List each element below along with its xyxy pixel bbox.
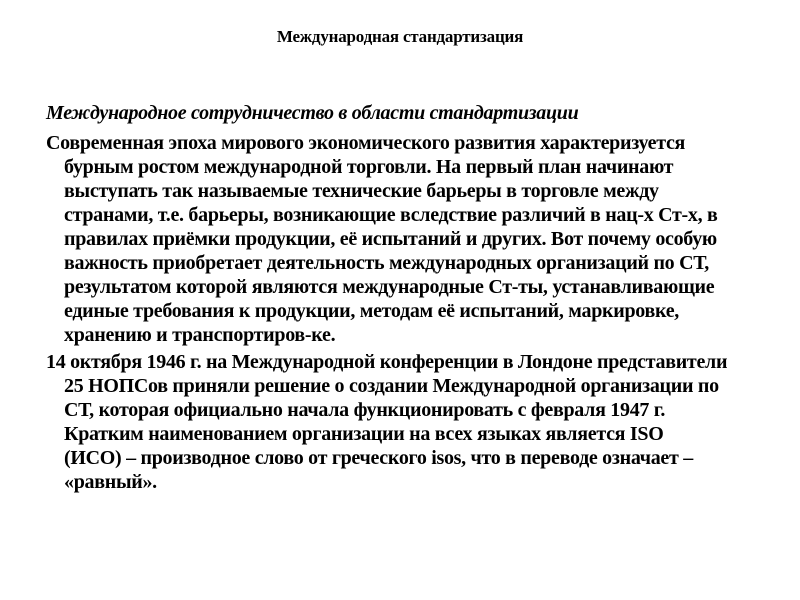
text-line: единые требования к продукции, методам её испытаний, маркировке, <box>64 300 679 322</box>
text-line: результатом которой являются международные Ст-ты, устанавливающие <box>64 276 715 298</box>
text-line: странами, т.е. барьеры, возникающие вследствие различий в нац-х Ст-х, в <box>64 204 718 226</box>
slide-title: Международная стандартизация <box>276 27 524 46</box>
paragraph <box>46 131 776 347</box>
text-line: СТ, которая официально начала функционировать с февраля 1947 г. <box>64 399 666 421</box>
text-line: бурным ростом международной торговли. На первый план начинают <box>64 156 674 178</box>
text-line: (ИСО) – производное слово от греческого isos, что в переводе означает – <box>64 447 693 469</box>
text-line: правилах приёмки продукции, её испытаний и других. Вот почему особую <box>64 228 717 250</box>
text-line: важность приобретает деятельность международных организаций по СТ, <box>64 252 709 274</box>
slide-subtitle: Международное сотрудничество в области стандартизации <box>46 102 579 124</box>
text-line: 14 октября 1946 г. на Международной конференции в Лондоне представители <box>46 351 728 373</box>
text-line: Кратким наименованием организации на всех языках является ISO <box>64 423 664 445</box>
text-line: «равный». <box>64 471 157 493</box>
slide-body <box>46 101 776 497</box>
text-line: Современная эпоха мирового экономического развития характеризуется <box>46 132 686 154</box>
paragraphs <box>46 131 776 494</box>
text-line: хранению и транспортиров-ке. <box>64 324 336 346</box>
text-line: 25 НОПСов приняли решение о создании Международной организации по <box>64 375 719 397</box>
paragraph <box>46 350 776 494</box>
text-line: выступать так называемые технические барьеры в торговле между <box>64 180 659 202</box>
